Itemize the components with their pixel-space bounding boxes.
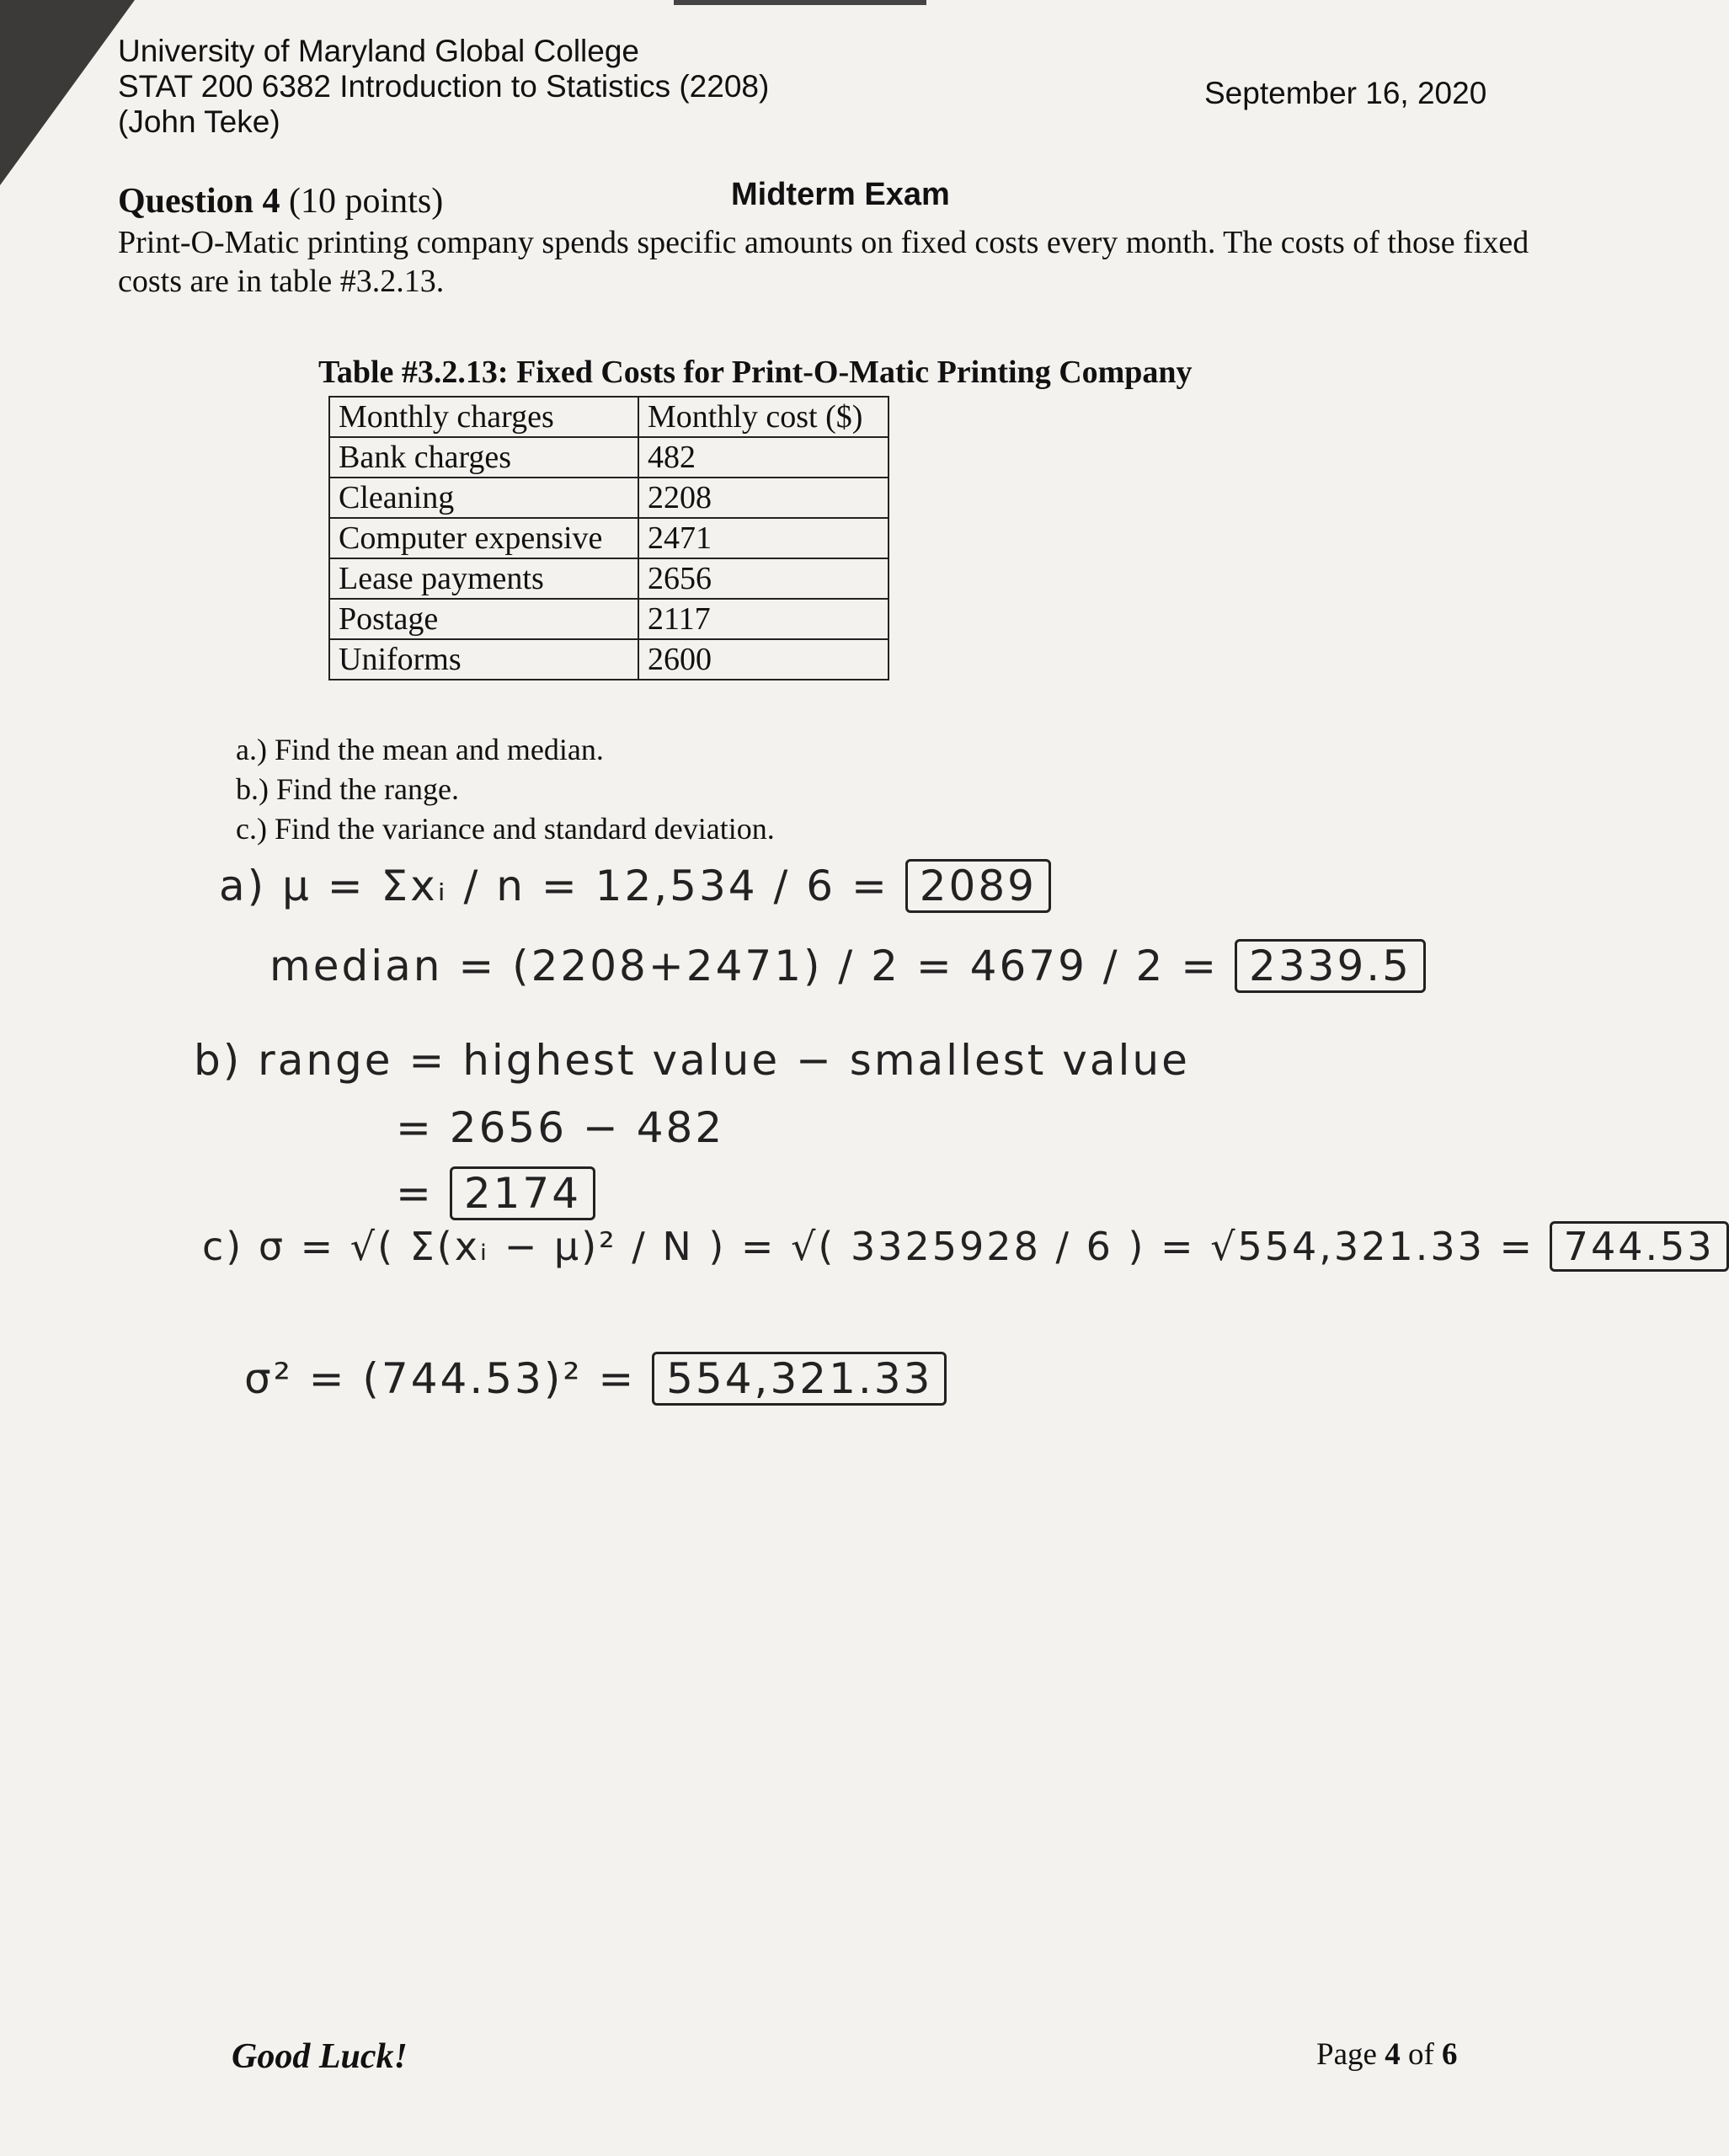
- exam-title: Midterm Exam: [731, 177, 950, 212]
- question-points: (10 points): [289, 182, 444, 221]
- table-cell: 2600: [638, 639, 889, 680]
- range-answer-box: 2174: [450, 1166, 595, 1220]
- handwritten-sd-line: [202, 1221, 1729, 1272]
- part-a-prompt: a.) Find the mean and median.: [236, 733, 604, 766]
- good-luck-text: Good Luck!: [232, 2037, 408, 2076]
- table-cell: Postage: [329, 599, 638, 639]
- table-cell: Bank charges: [329, 437, 638, 478]
- institution-name: University of Maryland Global College: [118, 34, 639, 68]
- median-answer-box: 2339.5: [1235, 939, 1426, 993]
- table-cell: 2208: [638, 478, 889, 518]
- table-row: [329, 437, 889, 478]
- table-row: [329, 639, 889, 680]
- instructor-name: (John Teke): [118, 104, 280, 139]
- handwritten-range-answer-line: = 2174: [396, 1166, 595, 1220]
- fixed-costs-table: [328, 396, 889, 680]
- part-b-prompt: b.) Find the range.: [236, 772, 459, 806]
- page-number: [1316, 2036, 1458, 2073]
- page-of: of: [1407, 2037, 1434, 2072]
- mean-work: a) μ = Σxᵢ / n = 12,534 / 6 =: [219, 862, 889, 910]
- table-cell: 482: [638, 437, 889, 478]
- variance-work: σ² = (744.53)² =: [244, 1354, 637, 1403]
- table-cell: 2656: [638, 558, 889, 599]
- page-current: 4: [1385, 2037, 1401, 2072]
- table-row: [329, 558, 889, 599]
- course-title: STAT 200 6382 Introduction to Statistics (2208): [118, 69, 770, 104]
- page-label: Page: [1316, 2037, 1377, 2072]
- handwritten-range-line-2: = 2656 − 482: [396, 1103, 725, 1152]
- handwritten-mean-line: [219, 859, 1051, 913]
- table-cell: Uniforms: [329, 639, 638, 680]
- table-header-cell: Monthly charges: [329, 397, 638, 437]
- question-title: Question 4: [118, 182, 280, 221]
- page-corner-shadow: [0, 0, 135, 185]
- sd-work: c) σ = √( Σ(xᵢ − μ)² / N ) = √( 3325928 / 6 ) = √554,321.33 =: [202, 1224, 1535, 1269]
- mean-answer-box: 2089: [905, 859, 1051, 913]
- exam-date: September 16, 2020: [1204, 76, 1487, 110]
- table-cell: 2117: [638, 599, 889, 639]
- question-heading: [118, 181, 443, 221]
- page-total: 6: [1442, 2037, 1458, 2072]
- question-body: Print-O-Matic printing company spends specific amounts on fixed costs every month. The costs of those fixed costs are in table #3.2.13.: [118, 225, 1529, 299]
- median-work: median = (2208+2471) / 2 = 4679 / 2 =: [269, 942, 1219, 990]
- sd-answer-box: 744.53: [1550, 1221, 1729, 1272]
- table-header-cell: Monthly cost ($): [638, 397, 889, 437]
- part-c-prompt: c.) Find the variance and standard deviation.: [236, 812, 775, 846]
- table-row: [329, 518, 889, 558]
- table-row: [329, 478, 889, 518]
- table-cell: 2471: [638, 518, 889, 558]
- handwritten-range-line-1: b) range = highest value − smallest value: [194, 1036, 1190, 1085]
- table-cell: Lease payments: [329, 558, 638, 599]
- table-cell: Computer expensive: [329, 518, 638, 558]
- table-row: [329, 599, 889, 639]
- table-cell: Cleaning: [329, 478, 638, 518]
- variance-answer-box: 554,321.33: [652, 1352, 947, 1406]
- handwritten-variance-line: [244, 1352, 947, 1406]
- table-caption: Table #3.2.13: Fixed Costs for Print-O-Matic Printing Company: [318, 355, 1193, 390]
- handwritten-median-line: [269, 939, 1426, 993]
- top-edge-shadow: [674, 0, 926, 5]
- table-header-row: [329, 397, 889, 437]
